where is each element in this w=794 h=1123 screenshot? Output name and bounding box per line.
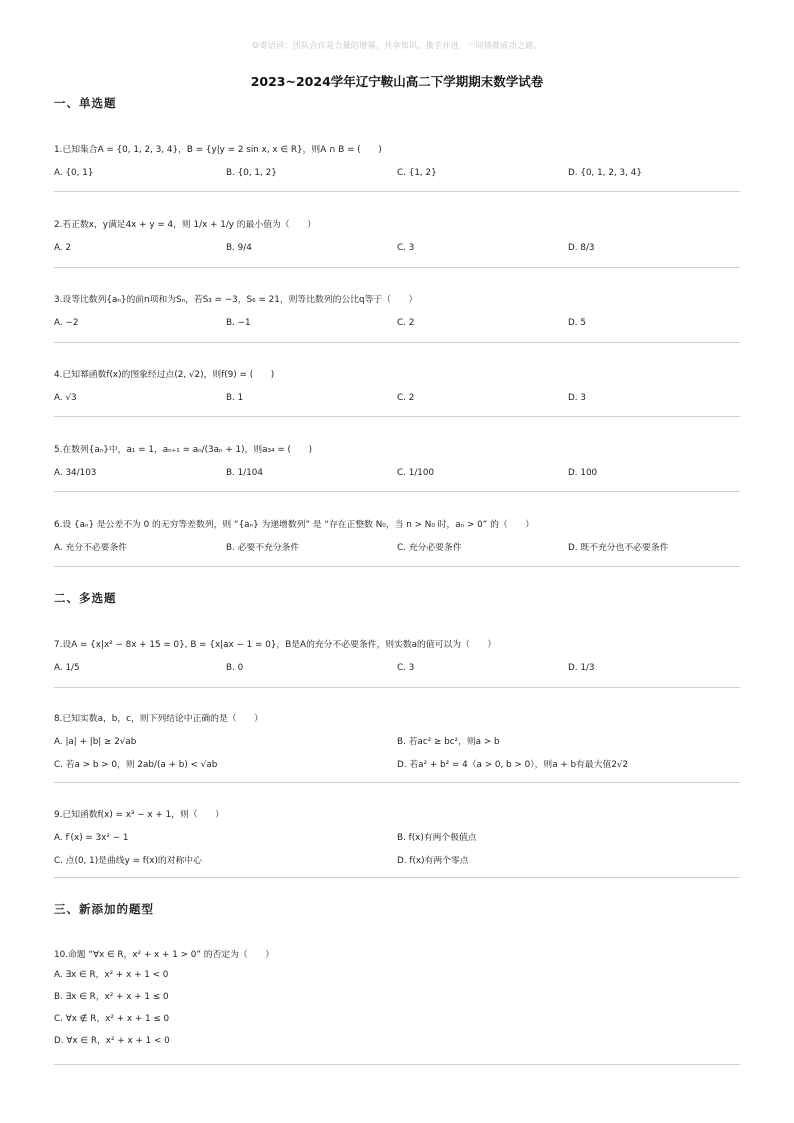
option-a[interactable]: A. −2 bbox=[54, 318, 79, 328]
question-2 bbox=[54, 216, 740, 257]
option-d[interactable]: D. 5 bbox=[568, 318, 586, 328]
exam-title: 2023~2024学年辽宁鞍山高二下学期期末数学试卷 bbox=[250, 74, 544, 89]
option-b[interactable]: B. ∃x ∈ R，x² + x + 1 ≤ 0 bbox=[54, 992, 169, 1002]
option-d[interactable]: D. 3 bbox=[568, 393, 586, 403]
option-b[interactable]: B. 1/104 bbox=[226, 468, 263, 478]
question-divider bbox=[54, 416, 740, 417]
question-stem: 10.命题 “∀x ∈ R，x² + x + 1 > 0” 的否定为（ ） bbox=[54, 950, 275, 960]
question-stem: 7.设A = {x|x² − 8x + 15 = 0}, B = {x|ax − 1 = 0}，B是A的充分不必要条件，则实数a的值可以为（ ） bbox=[54, 640, 497, 650]
question-divider bbox=[54, 491, 740, 492]
option-a[interactable]: A. 1/5 bbox=[54, 663, 80, 673]
option-d[interactable]: D. 既不充分也不必要条件 bbox=[568, 543, 669, 553]
question-divider bbox=[54, 267, 740, 268]
option-a[interactable]: A. 2 bbox=[54, 243, 72, 253]
option-b[interactable]: B. f(x)有两个极值点 bbox=[397, 833, 477, 843]
option-c[interactable]: C. 2 bbox=[397, 393, 415, 403]
option-d[interactable]: D. f(x)有两个零点 bbox=[397, 856, 469, 866]
question-3 bbox=[54, 291, 740, 332]
section-heading-single-choice: 一、单选题 bbox=[54, 96, 117, 110]
option-b[interactable]: B. 必要不充分条件 bbox=[226, 543, 300, 553]
option-b[interactable]: B. 9/4 bbox=[226, 243, 252, 253]
question-stem: 2.若正数x，y满足4x + y = 4，则 1/x + 1/y 的最小值为（ ） bbox=[54, 220, 316, 230]
question-10 bbox=[54, 946, 740, 1052]
question-7 bbox=[54, 636, 740, 677]
option-c[interactable]: C. 点(0, 1)是曲线y = f(x)的对称中心 bbox=[54, 856, 202, 866]
question-divider bbox=[54, 877, 740, 878]
option-b[interactable]: B. {0, 1, 2} bbox=[226, 168, 277, 178]
question-divider bbox=[54, 566, 740, 567]
option-a[interactable]: A. {0, 1} bbox=[54, 168, 94, 178]
option-b[interactable]: B. −1 bbox=[226, 318, 251, 328]
option-a[interactable]: A. 34/103 bbox=[54, 468, 97, 478]
option-a[interactable]: A. f′(x) = 3x² − 1 bbox=[54, 833, 129, 843]
option-a[interactable]: A. |a| + |b| ≥ 2√ab bbox=[54, 737, 137, 747]
question-stem: 5.在数列{aₙ}中，a₁ = 1，aₙ₊₁ = aₙ/(3aₙ + 1)，则a₃₄ = ( ) bbox=[54, 445, 313, 455]
option-d[interactable]: D. ∀x ∈ R，x² + x + 1 < 0 bbox=[54, 1036, 170, 1046]
option-d[interactable]: D. 8/3 bbox=[568, 243, 595, 253]
option-d[interactable]: D. {0, 1, 2, 3, 4} bbox=[568, 168, 642, 178]
option-a[interactable]: A. ∃x ∈ R，x² + x + 1 < 0 bbox=[54, 970, 169, 980]
option-c[interactable]: C. 3 bbox=[397, 243, 415, 253]
option-c[interactable]: C. 2 bbox=[397, 318, 415, 328]
option-b[interactable]: B. 0 bbox=[226, 663, 244, 673]
option-c[interactable]: C. 充分必要条件 bbox=[397, 543, 462, 553]
option-c[interactable]: C. 3 bbox=[397, 663, 415, 673]
question-divider bbox=[54, 782, 740, 783]
question-divider bbox=[54, 191, 740, 192]
option-d[interactable]: D. 1/3 bbox=[568, 663, 595, 673]
option-b[interactable]: B. 若ac² ≥ bc²，则a > b bbox=[397, 737, 500, 747]
section-heading-multiple-choice: 二、多选题 bbox=[54, 591, 117, 605]
option-c[interactable]: C. 若a > b > 0，则 2ab/(a + b) < √ab bbox=[54, 760, 218, 770]
question-5 bbox=[54, 441, 740, 482]
question-stem: 4.已知幂函数f(x)的图象经过点(2, √2)，则f(9) = ( ) bbox=[54, 370, 275, 380]
question-divider bbox=[54, 687, 740, 688]
option-d[interactable]: D. 100 bbox=[568, 468, 598, 478]
section-heading-new-type: 三、新添加的题型 bbox=[54, 902, 154, 916]
option-c[interactable]: C. ∀x ∉ R，x² + x + 1 ≤ 0 bbox=[54, 1014, 170, 1024]
option-b[interactable]: B. 1 bbox=[226, 393, 244, 403]
question-stem: 9.已知函数f(x) = x³ − x + 1，则（ ） bbox=[54, 810, 224, 820]
option-a[interactable]: A. √3 bbox=[54, 393, 77, 403]
question-stem: 1.已知集合A = {0, 1, 2, 3, 4}，B = {y|y = 2 sin x, x ∈ R}，则A ∩ B = ( ) bbox=[54, 145, 382, 155]
question-stem: 8.已知实数a，b，c，则下列结论中正确的是（ ） bbox=[54, 714, 263, 724]
question-8 bbox=[54, 710, 740, 774]
question-6 bbox=[54, 516, 740, 557]
question-divider bbox=[54, 342, 740, 343]
question-4 bbox=[54, 366, 740, 407]
question-9 bbox=[54, 806, 740, 870]
question-divider bbox=[54, 1064, 740, 1065]
option-a[interactable]: A. 充分不必要条件 bbox=[54, 543, 128, 553]
option-c[interactable]: C. 1/100 bbox=[397, 468, 435, 478]
question-stem: 6.设 {aₙ} 是公差不为 0 的无穷等差数列，则 “{aₙ} 为递增数列” 是 “存在正整数 N₀，当 n > N₀ 时，aₙ > 0” 的（ ） bbox=[54, 520, 535, 530]
header-watermark: ☺寄语同：团队合作是力量的增幂，共享知识、携手并进，一同铸就成功之路。 bbox=[252, 41, 542, 50]
option-c[interactable]: C. {1, 2} bbox=[397, 168, 437, 178]
question-stem: 3.设等比数列{aₙ}的前n项和为Sₙ，若S₃ = −3，S₆ = 21，则等比数列的公比q等于（ ） bbox=[54, 295, 418, 305]
option-d[interactable]: D. 若a² + b² = 4（a > 0, b > 0），则a + b有最大值2√2 bbox=[397, 760, 629, 770]
question-1 bbox=[54, 141, 740, 182]
